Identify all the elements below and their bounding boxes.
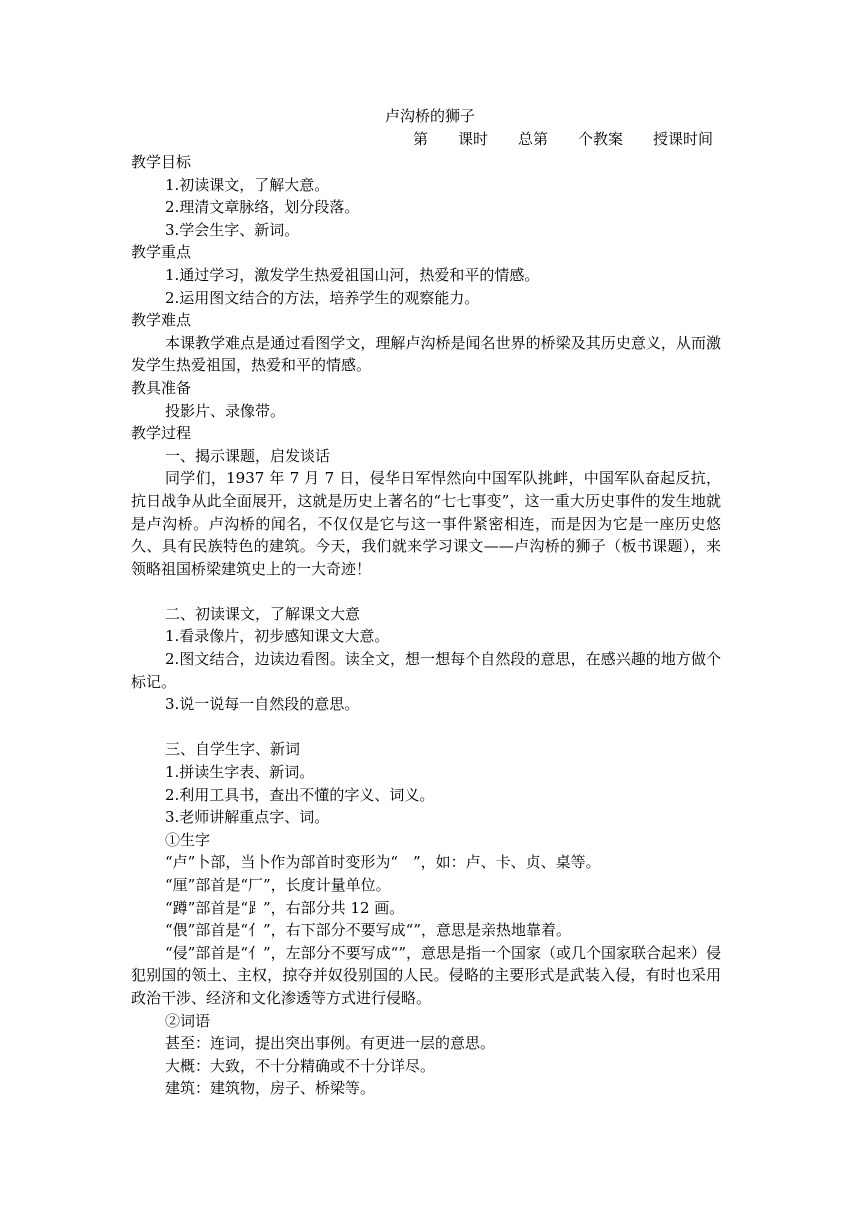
word-entry: 甚至：连词，提出突出事例。有更进一层的意思。 <box>165 1034 496 1053</box>
section-heading-difficulty: 教学难点 <box>131 311 192 330</box>
difficulty-paragraph: 本课教学难点是通过看图学文，理解卢沟桥是闻名世界的桥梁及其历史意义，从而激发学生热爱祖国，热爱和平的情感。 <box>131 333 721 375</box>
process-part1-paragraph: 同学们，1937 年 7 月 7 日，侵华日军悍然向中国军队挑衅，中国军队奋起反抗，抗日战争从此全面展开，这就是历史上著名的“七七事变”，这一重大历史事件的发生地就是卢沟桥。卢沟桥的闻名，不仅仅是它与这一事件紧密相连，而是因为它是一座历史悠久、具有民族特色的建筑。今天，我们就来学习课文——卢沟桥的狮子（板书课题），来领略祖国桥梁建筑史上的一大奇迹！ <box>131 469 721 578</box>
section-heading-tools: 教具准备 <box>131 378 192 397</box>
char-entry: “侵”部首是“亻”，左部分不要写成“”，意思是指一个国家（或几个国家联合起来）侵犯别国的领土、主权，掠夺并奴役别国的人民。侵略的主要形式是武装入侵，有时也采用政治干涉、经济和文化渗透等方式进行侵略。 <box>131 943 722 1007</box>
part2-item: 2.图文结合，边读边看图。读全文，想一想每个自然段的意思，在感兴趣的地方做个标记。 <box>131 650 721 691</box>
lesson-meta-line: 第 课时 总第 个教案 授课时间 <box>413 130 714 148</box>
chars-heading: ①生字 <box>165 830 211 849</box>
part2-item: 3.说一说每一自然段的意思。 <box>165 695 360 714</box>
goal-item: 2.理清文章脉络，划分段落。 <box>165 198 360 217</box>
tools-paragraph: 投影片、录像带。 <box>165 401 286 420</box>
blank-line <box>131 580 721 603</box>
focus-item: 1.通过学习，激发学生热爱祖国山河，热爱和平的情感。 <box>165 265 540 284</box>
process-part1-title: 一、揭示课题，启发谈话 <box>165 446 331 465</box>
char-entry: “偎”部首是“亻”，右下部分不要写成“”，意思是亲热地靠着。 <box>165 921 572 940</box>
char-entry: “蹲”部首是“⻊”，右部分共 12 画。 <box>165 898 405 917</box>
char-entry: “卢”卜部，当卜作为部首时变形为“ ”，如：卢、卡、贞、桌等。 <box>165 853 601 872</box>
process-part3-title: 三、自学生字、新词 <box>165 740 301 759</box>
char-entry: “厘”部首是“厂”，长度计量单位。 <box>165 876 391 894</box>
process-part2-title: 二、初读课文，了解课文大意 <box>165 604 361 623</box>
part3-item: 2.利用工具书，查出不懂的字义、词义。 <box>165 785 435 804</box>
section-heading-process: 教学过程 <box>131 424 192 443</box>
goal-item: 3.学会生字、新词。 <box>165 220 300 239</box>
part2-item: 1.看录像片，初步感知课文大意。 <box>165 627 390 646</box>
section-heading-focus: 教学重点 <box>131 243 192 262</box>
focus-item: 2.运用图文结合的方法，培养学生的观察能力。 <box>165 288 480 307</box>
words-heading: ②词语 <box>165 1011 211 1030</box>
part3-item: 3.老师讲解重点字、词。 <box>165 808 330 827</box>
word-entry: 大概：大致，不十分精确或不十分详尽。 <box>165 1056 436 1075</box>
word-entry: 建筑：建筑物，房子、桥梁等。 <box>165 1079 376 1098</box>
section-heading-goals: 教学目标 <box>131 153 192 171</box>
document-body <box>131 151 721 1100</box>
document-title: 卢沟桥的狮子 <box>384 107 475 125</box>
part3-item: 1.拼读生字表、新词。 <box>165 763 315 782</box>
blank-line <box>131 716 721 739</box>
goal-item: 1.初读课文，了解大意。 <box>165 175 330 194</box>
